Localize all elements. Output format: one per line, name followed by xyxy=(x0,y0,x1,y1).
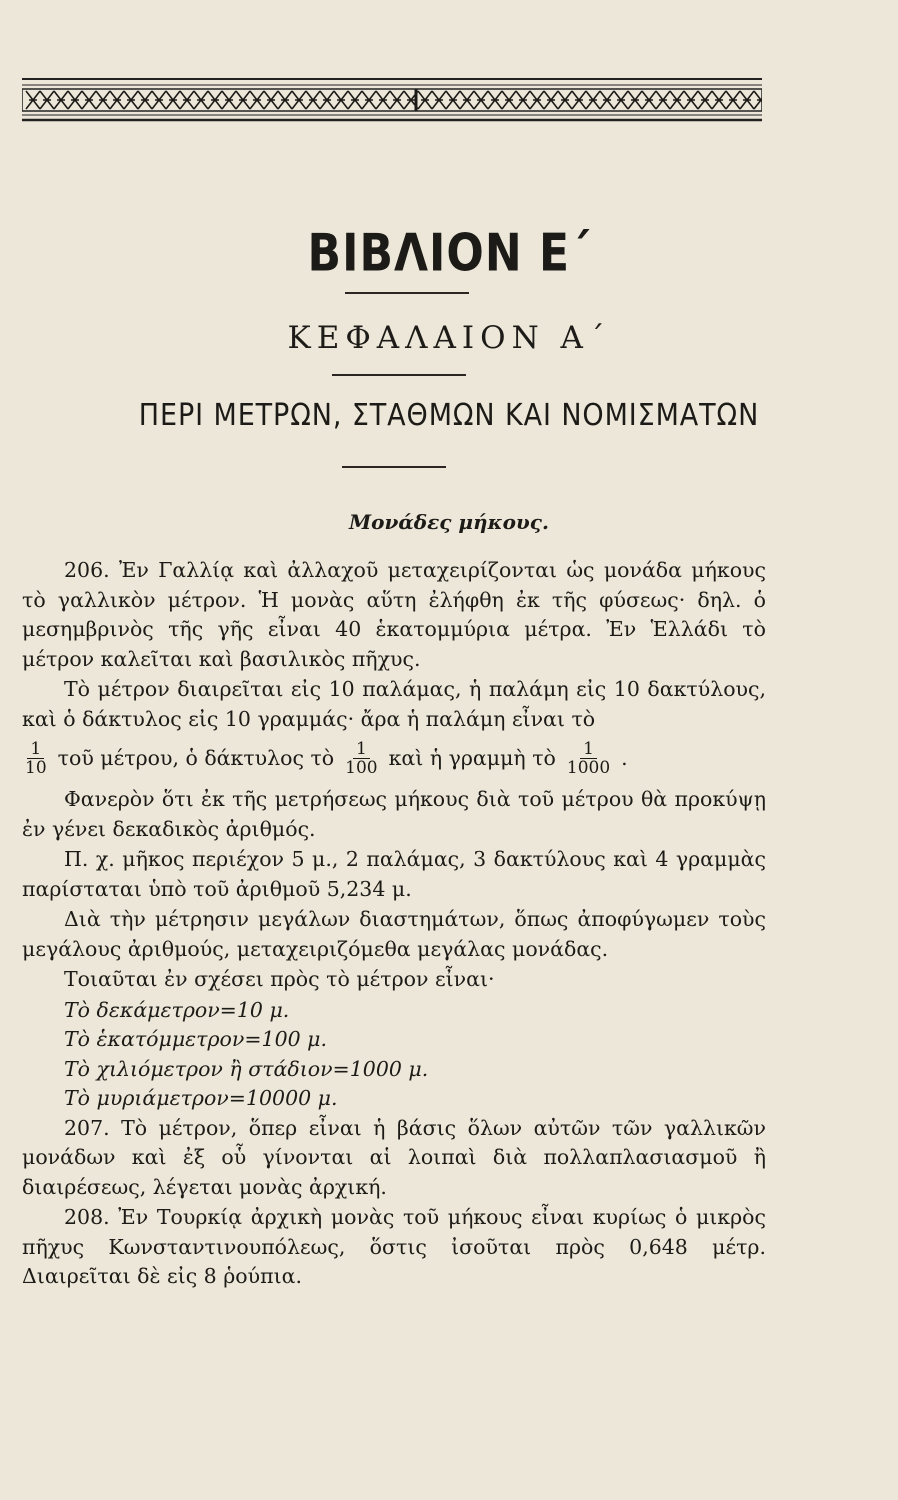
body-text xyxy=(22,556,766,1293)
paragraph-208: 208. Ἐν Τουρκίᾳ ἀρχικὴ μονὰς τοῦ μήκους εἶναι κυρίως ὁ μικρὸς πῆχυς Κωνσταντινουπόλεως, ὅστις ἰσοῦται πρὸς 0,648 μέτρ. Διαιρεῖται δὲ εἰς 8 ῥούπια. xyxy=(22,1205,766,1288)
fraction-denominator: 1000 xyxy=(566,758,611,778)
paragraph-large-units: Διὰ τὴν μέτρησιν μεγάλων διαστημάτων, ὅπως ἀποφύγωμεν τοὺς μεγάλους ἀριθμούς, μεταχειριζόμεθα μεγάλας μονάδας. xyxy=(22,907,766,961)
fraction-text-2: καὶ ἡ γραμμὴ τὸ xyxy=(388,745,556,770)
fraction-text-1: τοῦ μέτρου, ὁ δάκτυλος τὸ xyxy=(57,745,335,770)
paragraph-list-intro: Τοιαῦται ἐν σχέσει πρὸς τὸ μέτρον εἶναι· xyxy=(64,967,495,991)
unit-hectometer: Τὸ ἑκατόμμετρον=100 μ. xyxy=(64,1027,328,1051)
book-title: ΒΙΒΛΙΟΝ Ε΄ xyxy=(307,223,591,284)
section-rule xyxy=(342,466,446,468)
paragraph-206: 206. Ἐν Γαλλίᾳ καὶ ἀλλαχοῦ μεταχειρίζονται ὡς μονάδα μήκους τὸ γαλλικὸν μέτρον. Ἡ μονὰς αὕτη ἐλήφθη ἐκ τῆς φύσεως· δηλ. ὁ μεσημβρινὸς τῆς γῆς εἶναι 40 ἑκατομμύρια μέτρα. Ἐν Ἑλλάδι τὸ μέτρον καλεῖται καὶ βασιλικὸς πῆχυς. xyxy=(22,558,766,671)
fraction-end: . xyxy=(621,745,628,770)
chapter-title: ΚΕΦΑΛΑΙΟΝ Α΄ xyxy=(287,320,611,356)
paragraph-decimal: Φανερὸν ὅτι ἐκ τῆς μετρήσεως μήκους διὰ τοῦ μέτρου θὰ προκύψῃ ἐν γένει δεκαδικὸς ἀριθμός. xyxy=(22,787,766,841)
fraction-line xyxy=(22,740,766,777)
fraction-denominator: 100 xyxy=(345,758,378,778)
fraction-thousandth xyxy=(564,740,613,777)
fraction-numerator: 1 xyxy=(580,740,597,759)
subheading-length-units: Μονάδες μήκους. xyxy=(349,510,549,534)
paragraph-example: Π. χ. μῆκος περιέχον 5 μ., 2 παλάμας, 3 δακτύλους καὶ 4 γραμμὰς παρίσταται ὑπὸ τοῦ ἀριθμοῦ 5,234 μ. xyxy=(22,847,766,901)
unit-decameter: Τὸ δεκάμετρον=10 μ. xyxy=(64,997,290,1022)
chapter-rule xyxy=(332,374,466,376)
title-rule xyxy=(345,292,469,294)
unit-list xyxy=(22,996,766,1114)
fraction-denominator: 10 xyxy=(25,758,47,778)
fraction-numerator: 1 xyxy=(353,740,370,759)
ornamental-border xyxy=(22,76,762,122)
unit-myriameter: Τὸ μυριάμετρον=10000 μ. xyxy=(64,1086,338,1110)
fraction-numerator: 1 xyxy=(27,740,44,759)
section-title: ΠΕΡΙ ΜΕΤΡΩΝ, ΣΤΑΘΜΩΝ ΚΑΙ ΝΟΜΙΣΜΑΤΩΝ xyxy=(138,398,760,433)
paragraph-division: Τὸ μέτρον διαιρεῖται εἰς 10 παλάμας, ἡ παλάμη εἰς 10 δακτύλους, καὶ ὁ δάκτυλος εἰς 10 γραμμάς· ἄρα ἡ παλάμη εἶναι τὸ xyxy=(22,677,766,731)
fraction-tenth xyxy=(22,740,50,777)
unit-kilometer: Τὸ χιλιόμετρον ἢ στάδιον=1000 μ. xyxy=(64,1056,429,1081)
fraction-hundredth xyxy=(342,740,380,777)
paragraph-207: 207. Τὸ μέτρον, ὅπερ εἶναι ἡ βάσις ὅλων αὐτῶν τῶν γαλλικῶν μονάδων καὶ ἐξ οὗ γίνονται αἱ λοιπαὶ διὰ πολλαπλασιασμοῦ ἢ διαιρέσεως, λέγεται μονὰς ἀρχική. xyxy=(22,1115,766,1199)
